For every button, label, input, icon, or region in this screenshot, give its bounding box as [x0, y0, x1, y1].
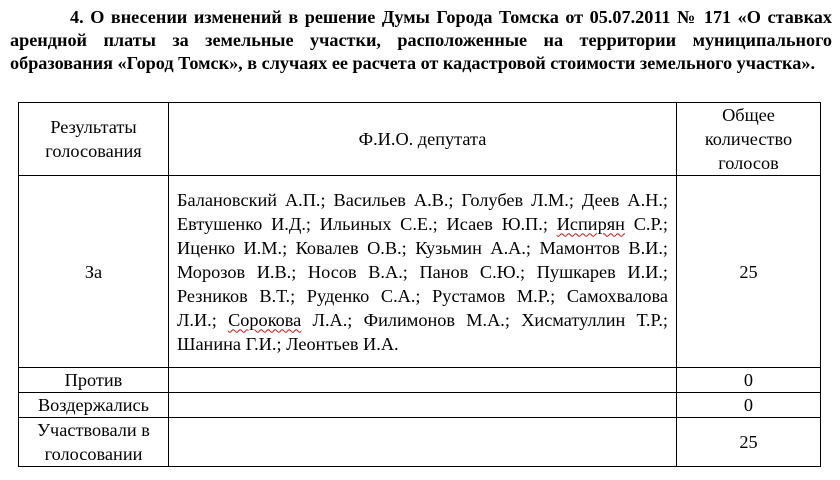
count-participated: 25 — [677, 418, 821, 467]
count-against: 0 — [677, 368, 821, 393]
table-row-for — [19, 176, 821, 368]
names-part-2: С.Р.; Иценко И.М.; Ковалев О.В.; Кузьмин А.А.; Мамонтов В.И.; Морозов И.В.; Носов В.А.; Панов С.Ю.; Пушкарев И.И.; Резников В.Т.; Руденко С.А.; Рустамов М.Р.; Самохвалова Л.И.; — [177, 213, 668, 330]
deputies-against-list — [169, 368, 677, 393]
deputies-abstained-list — [169, 393, 677, 418]
voting-results-table — [18, 102, 821, 467]
resolution-heading — [10, 6, 832, 75]
names-part-1: Балановский А.П.; Васильев А.В.; Голубев Л.М.; Деев А.Н.; Евтушенко И.Д.; Ильиных С.Е.; Исаев Ю.П.; — [177, 189, 668, 234]
deputies-participated-list — [169, 418, 677, 467]
names-part-3: Л.А.; Филимонов М.А.; Хисматуллин Т.Р.; Шанина Г.И.; Леонтьев И.А. — [177, 309, 668, 354]
table-header-row — [19, 103, 821, 176]
count-for: 25 — [677, 176, 821, 368]
deputies-for-list — [169, 176, 677, 368]
heading-text: О внесении изменений в решение Думы Города Томска от 05.07.2011 № 171 «О ставках арендной платы за земельные участки, расположенные на территории муниципального образования «Город Томск», в случаях ее расчета от кадастровой стоимости земельного участка». — [10, 7, 832, 73]
result-for: За — [19, 176, 169, 368]
result-against: Против — [19, 368, 169, 393]
result-participated: Участвовали в голосовании — [19, 418, 169, 467]
header-deputy-name: Ф.И.О. депутата — [169, 103, 677, 176]
table-row-abstained — [19, 393, 821, 418]
result-abstained: Воздержались — [19, 393, 169, 418]
header-total-votes: Общее количество голосов — [677, 103, 821, 176]
table-row-participated — [19, 418, 821, 467]
header-results: Результаты голосования — [19, 103, 169, 176]
count-abstained: 0 — [677, 393, 821, 418]
spellcheck-flagged-name-1: Испирян — [556, 213, 625, 234]
spellcheck-flagged-name-2: Сорокова — [228, 309, 302, 330]
heading-number: 4. — [70, 7, 84, 27]
table-row-against — [19, 368, 821, 393]
